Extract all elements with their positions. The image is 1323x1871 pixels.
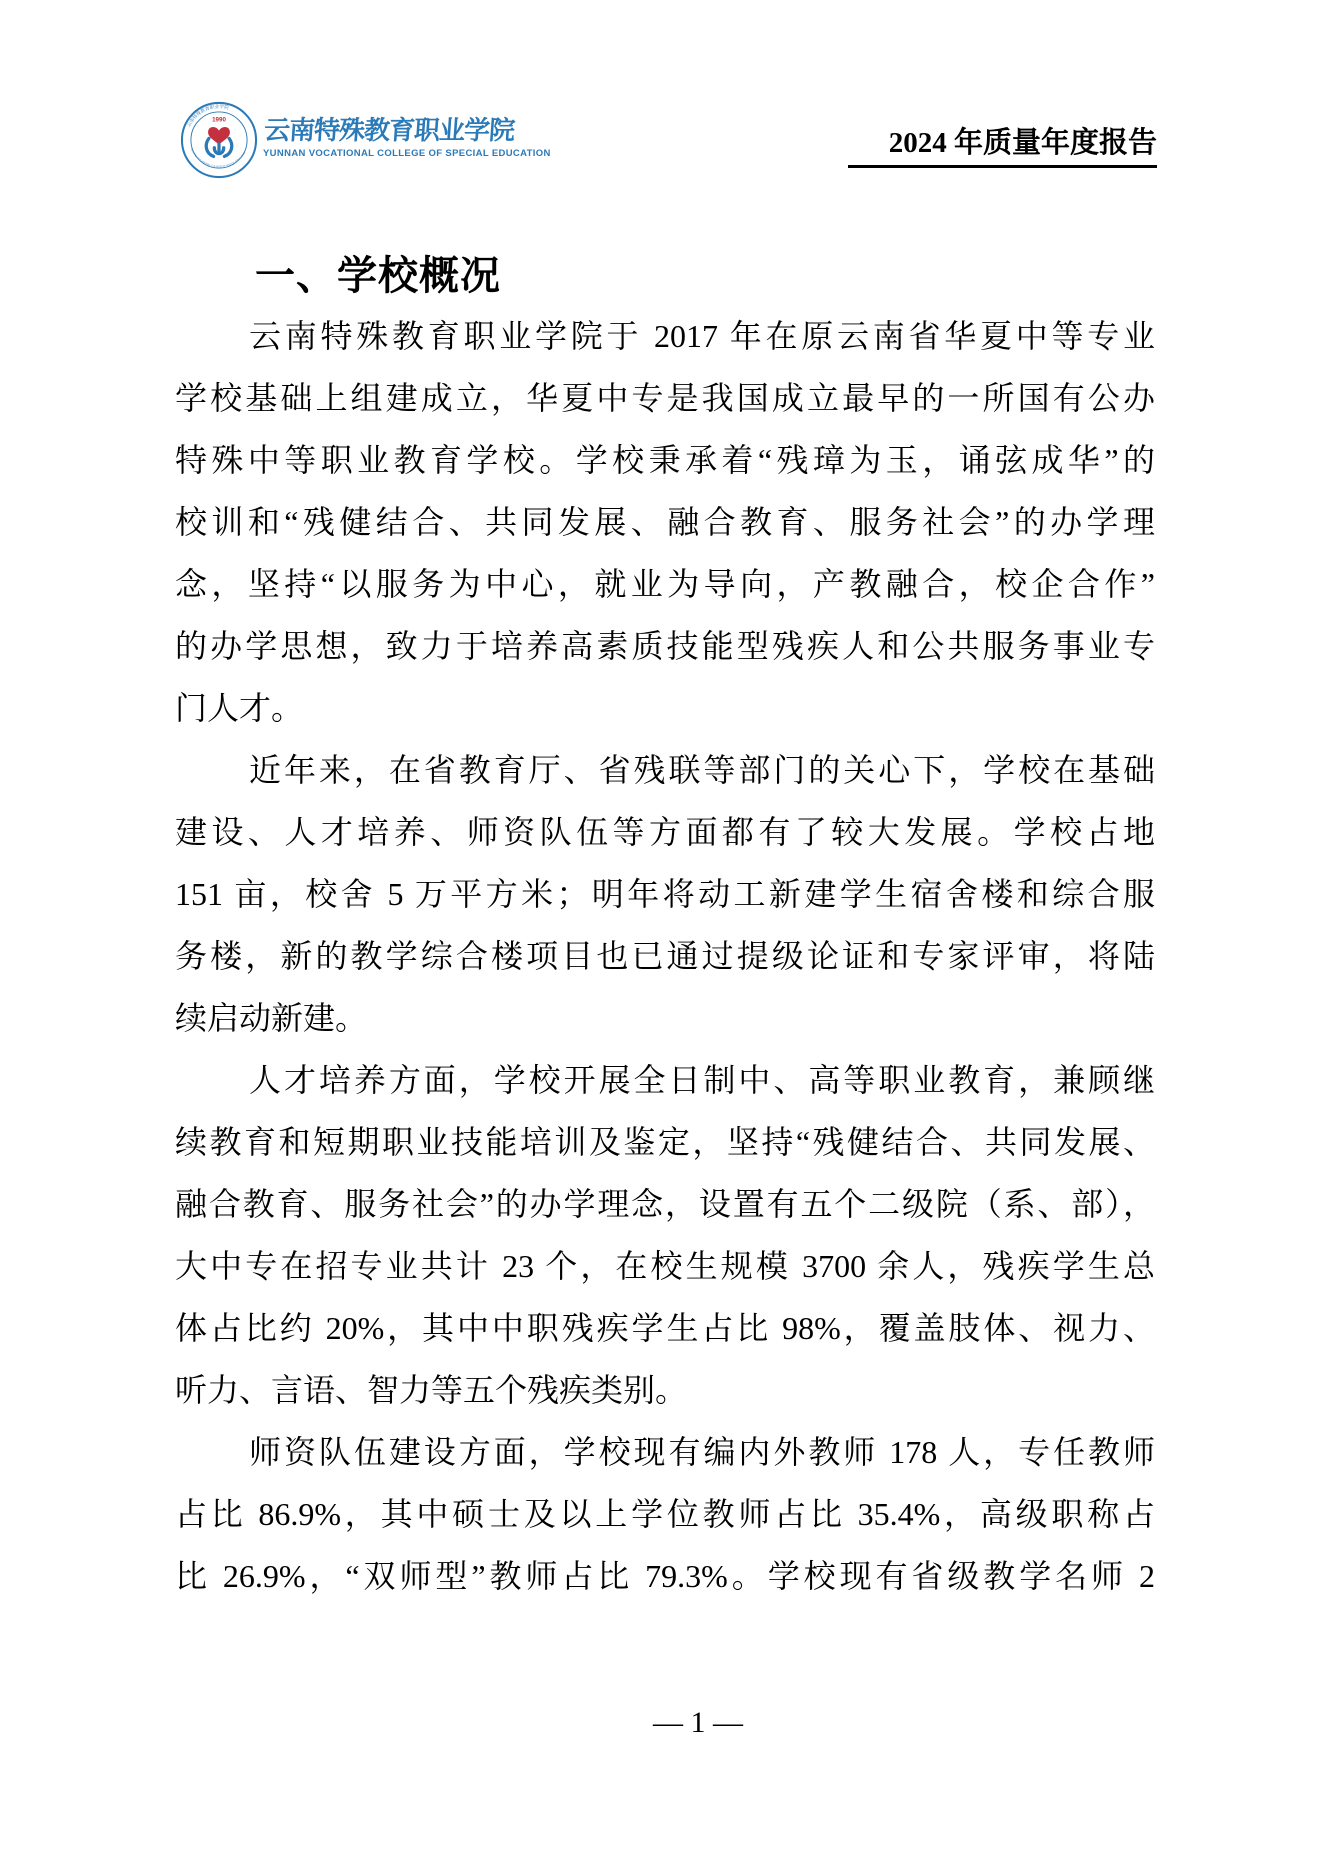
logo-ring-text-zh: 云南特殊教育职业学院: [186, 104, 230, 129]
paragraph-1-line-3: 特殊中等职业教育学校。学校秉承着“残璋为玉，诵弦成华”的: [175, 442, 1155, 478]
paragraph-3-line-4: 大中专在招专业共计 23 个，在校生规模 3700 余人，残疾学生总: [175, 1248, 1155, 1284]
paragraph-4-line-1: 师资队伍建设方面，学校现有编内外教师 178 人，专任教师: [249, 1434, 1155, 1470]
report-title: 2024 年质量年度报告: [888, 127, 1157, 159]
paragraph-2-line-4: 务楼，新的教学综合楼项目也已通过提级论证和专家评审，将陆: [175, 938, 1155, 974]
paragraph-1-line-7: 门人才。: [175, 690, 304, 726]
paragraph-2-line-3: 151 亩，校舍 5 万平方米；明年将动工新建学生宿舍楼和综合服: [175, 876, 1155, 912]
paragraph-3-line-6: 听力、言语、智力等五个残疾类别。: [175, 1372, 688, 1408]
paragraph-4-line-3: 比 26.9%，“双师型”教师占比 79.3%。学校现有省级教学名师 2: [175, 1558, 1155, 1594]
paragraph-3-line-3: 融合教育、服务社会”的办学理念，设置有五个二级院（系、部），: [175, 1186, 1155, 1222]
logo-heart-icon: [208, 127, 230, 145]
header-rule: [848, 165, 1157, 168]
paragraph-1-line-6: 的办学思想，致力于培养高素质技能型残疾人和公共服务事业专: [175, 628, 1155, 664]
college-name-zh: 云南特殊教育职业学院: [263, 116, 516, 145]
paragraph-1-line-1: 云南特殊教育职业学院于 2017 年在原云南省华夏中等专业: [249, 318, 1155, 354]
page-number: — 1 —: [653, 1706, 743, 1739]
paragraph-4-line-2: 占比 86.9%，其中硕士及以上学位教师占比 35.4%，高级职称占: [175, 1496, 1155, 1532]
paragraph-2-line-1: 近年来，在省教育厅、省残联等部门的关心下，学校在基础: [249, 752, 1155, 788]
paragraph-1-line-2: 学校基础上组建成立，华夏中专是我国成立最早的一所国有公办: [175, 380, 1155, 416]
paragraph-2-line-2: 建设、人才培养、师资队伍等方面都有了较大发展。学校占地: [175, 814, 1155, 850]
document-body: [175, 305, 1155, 1607]
college-logo: [180, 101, 258, 179]
section-heading: 一、学校概况: [255, 254, 501, 298]
paragraph-1-line-4: 校训和“残健结合、共同发展、融合教育、服务社会”的办学理: [175, 504, 1155, 540]
college-name-en: YUNNAN VOCATIONAL COLLEGE OF SPECIAL EDUCATION: [263, 148, 551, 159]
paragraph-3-line-2: 续教育和短期职业技能培训及鉴定，坚持“残健结合、共同发展、: [175, 1124, 1155, 1160]
college-name-block: [263, 116, 683, 159]
college-logo-badge: [180, 101, 258, 179]
paragraph-3-line-1: 人才培养方面，学校开展全日制中、高等职业教育，兼顾继: [249, 1062, 1155, 1098]
logo-year-label: 1990: [212, 116, 226, 124]
paragraph-1-line-5: 念，坚持“以服务为中心，就业为导向，产教融合，校企合作”: [175, 566, 1155, 602]
logo-left-hand-icon: [206, 138, 213, 156]
logo-ring-text-en: YUNNAN VOCATIONAL COLLEGE OF SPECIAL EDUCATION: [189, 148, 247, 169]
logo-right-hand-icon: [224, 138, 231, 156]
paragraph-2-line-5: 续启动新建。: [175, 1000, 368, 1036]
paragraph-3-line-5: 体占比约 20%，其中中职残疾学生占比 98%，覆盖肢体、视力、: [175, 1310, 1155, 1346]
